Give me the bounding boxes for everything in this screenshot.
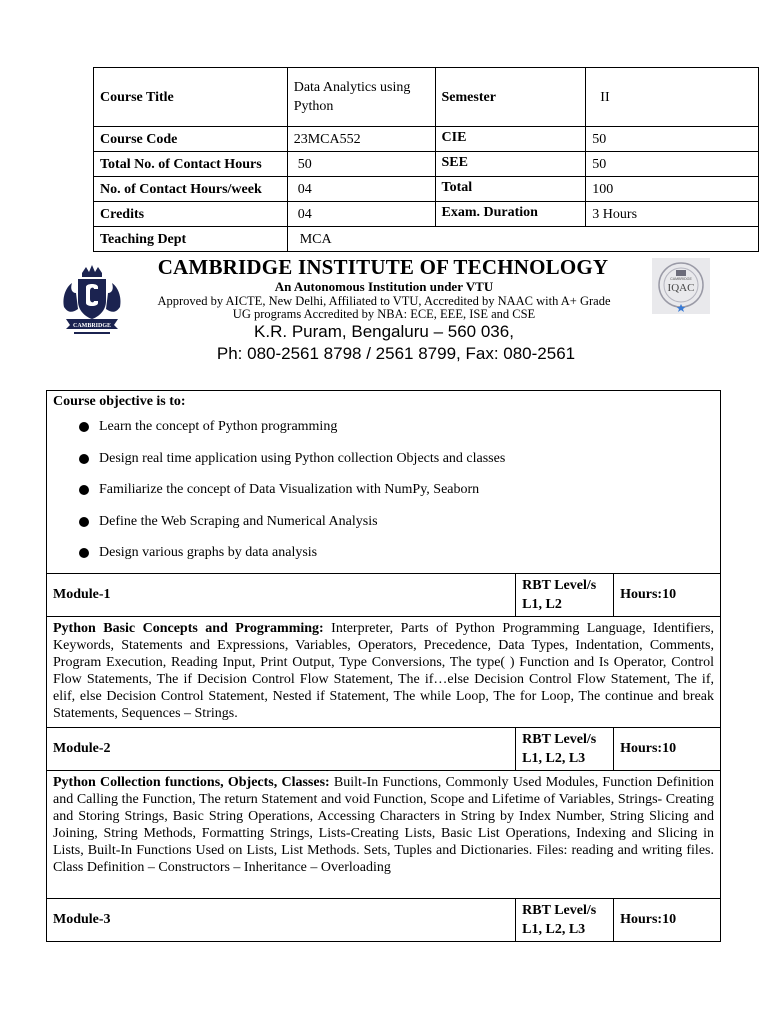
objectives-heading: Course objective is to:: [53, 394, 186, 409]
bullet-icon: [79, 454, 89, 464]
objectives-cell: [47, 391, 721, 574]
hours-week-value: 04: [287, 177, 435, 202]
course-code-value: 23MCA552: [287, 127, 435, 152]
module-1-hours: Hours:10: [614, 573, 721, 616]
list-item: [53, 411, 714, 443]
module-content-row: [47, 770, 721, 898]
module-3-rbt: [516, 898, 614, 941]
see-label: SEE: [435, 152, 586, 177]
cie-value: 50: [586, 127, 759, 152]
module-2-hours: Hours:10: [614, 727, 721, 770]
teaching-dept-value: MCA: [287, 227, 758, 252]
objective-text: Familiarize the concept of Data Visualization with NumPy, Seaborn: [99, 482, 480, 497]
logo-right-top-text: CAMBRIDGE: [670, 277, 692, 281]
bullet-icon: [79, 548, 89, 558]
syllabus-table: [46, 390, 721, 942]
course-info-row: [94, 227, 759, 252]
bullet-icon: [79, 485, 89, 495]
exam-duration-label: Exam. Duration: [435, 202, 586, 227]
logo-right-text: IQAC: [667, 282, 695, 294]
exam-duration-value: 3 Hours: [586, 202, 759, 227]
module-2-topic: Python Collection functions, Objects, Classes:: [53, 774, 330, 790]
module-header-row: [47, 898, 721, 941]
list-item: [53, 537, 714, 569]
contact-hours-value: 50: [287, 152, 435, 177]
contact-hours-label: Total No. of Contact Hours: [94, 152, 288, 177]
rbt-levels: L1, L2, L3: [522, 750, 586, 766]
list-item: [53, 474, 714, 506]
see-value: 50: [586, 152, 759, 177]
objective-text: Design real time application using Python collection Objects and classes: [99, 450, 506, 466]
course-info-row: [94, 68, 759, 127]
institution-phone: Ph: 080-2561 8798 / 2561 8799, Fax: 080-2561: [216, 344, 576, 363]
rbt-label: RBT Level/s: [522, 577, 597, 593]
hours-week-label: No. of Contact Hours/week: [94, 177, 288, 202]
objectives-row: [47, 391, 721, 574]
objective-text: Design various graphs by data analysis: [99, 545, 318, 560]
institution-name: CAMBRIDGE INSTITUTE OF TECHNOLOGY: [157, 255, 609, 279]
bullet-icon: [79, 517, 89, 527]
module-2-description: [47, 770, 721, 898]
course-title-label: Course Title: [94, 68, 288, 127]
list-item: [53, 443, 714, 475]
institution-header: [0, 255, 768, 365]
module-content-row: [47, 616, 721, 727]
logo-left-text: CAMBRIDGE: [72, 323, 112, 329]
objective-text: Learn the concept of Python programming: [99, 419, 338, 434]
total-label: Total: [435, 177, 586, 202]
semester-value: II: [586, 68, 759, 127]
rbt-label: RBT Level/s: [522, 902, 597, 918]
rbt-label: RBT Level/s: [522, 731, 597, 747]
course-info-row: [94, 177, 759, 202]
rbt-levels: L1, L2, L3: [522, 921, 586, 937]
institution-ug-accreditation: UG programs Accredited by NBA: ECE, EEE, ISE and CSE: [232, 307, 536, 321]
total-value: 100: [586, 177, 759, 202]
module-1-text: Interpreter, Parts of Python Programming Language, Identifiers, Keywords, Statements and Expressions, Variables, Operators, Precedence, Data Types, Indentation, Comments, Program Execution, Reading Input, Print Output, Type Conversions, The type( ) Function and Is Operator, Control Flow Statements, The if Decision Control Flow Statement, The if…else Decision Control Flow Statement, The if, elif, else Decision Control Statement, Nested if Statement, The while Loop, The for Loop, The continue and break Statements, Sequences – Strings.: [53, 620, 714, 721]
module-3-hours: Hours:10: [614, 898, 721, 941]
course-info-row: [94, 202, 759, 227]
course-info-row: [94, 152, 759, 177]
institution-subtitle: An Autonomous Institution under VTU: [274, 279, 494, 294]
course-title-value: Data Analytics using Python: [287, 68, 435, 127]
module-header-row: [47, 573, 721, 616]
credits-label: Credits: [94, 202, 288, 227]
module-2-text: Built-In Functions, Commonly Used Modules, Function Definition and Calling the Function, The return Statement and void Function, Scope and Lifetime of Variables, Strings- Creating and Storing Strings, Basic String Operations, Accessing Characters in String by Index Number, String Slicing and Joining, String Methods, Formatting Strings, Lists-Creating Lists, Basic List Operations, Indexing and Slicing in Lists, Built-In Functions Used on Lists, List Methods. Sets, Tuples and Dictionaries. Files: reading and writing files. Class Definition – Constructors – Inheritance – Overloading: [53, 774, 714, 875]
course-info-table: [93, 67, 759, 252]
module-1-description: [47, 616, 721, 727]
module-2-rbt: [516, 727, 614, 770]
module-2-title: Module-2: [47, 727, 516, 770]
module-1-topic: Python Basic Concepts and Programming:: [53, 620, 324, 636]
module-1-rbt: [516, 573, 614, 616]
institution-approval: Approved by AICTE, New Delhi, Affiliated to VTU, Accredited by NAAC with A+ Grade: [157, 294, 611, 308]
course-info-row: [94, 127, 759, 152]
iqac-logo: [652, 258, 710, 319]
bullet-icon: [79, 422, 89, 432]
semester-label: Semester: [435, 68, 586, 127]
credits-value: 04: [287, 202, 435, 227]
objective-text: Define the Web Scraping and Numerical Analysis: [99, 513, 378, 529]
cie-label: CIE: [435, 127, 586, 152]
objectives-list: [53, 411, 714, 569]
teaching-dept-label: Teaching Dept: [94, 227, 288, 252]
module-3-title: Module-3: [47, 898, 516, 941]
institution-address: K.R. Puram, Bengaluru – 560 036,: [254, 322, 514, 341]
module-header-row: [47, 727, 721, 770]
list-item: [53, 506, 714, 538]
module-1-title: Module-1: [47, 573, 516, 616]
rbt-levels: L1, L2: [522, 596, 562, 612]
course-code-label: Course Code: [94, 127, 288, 152]
